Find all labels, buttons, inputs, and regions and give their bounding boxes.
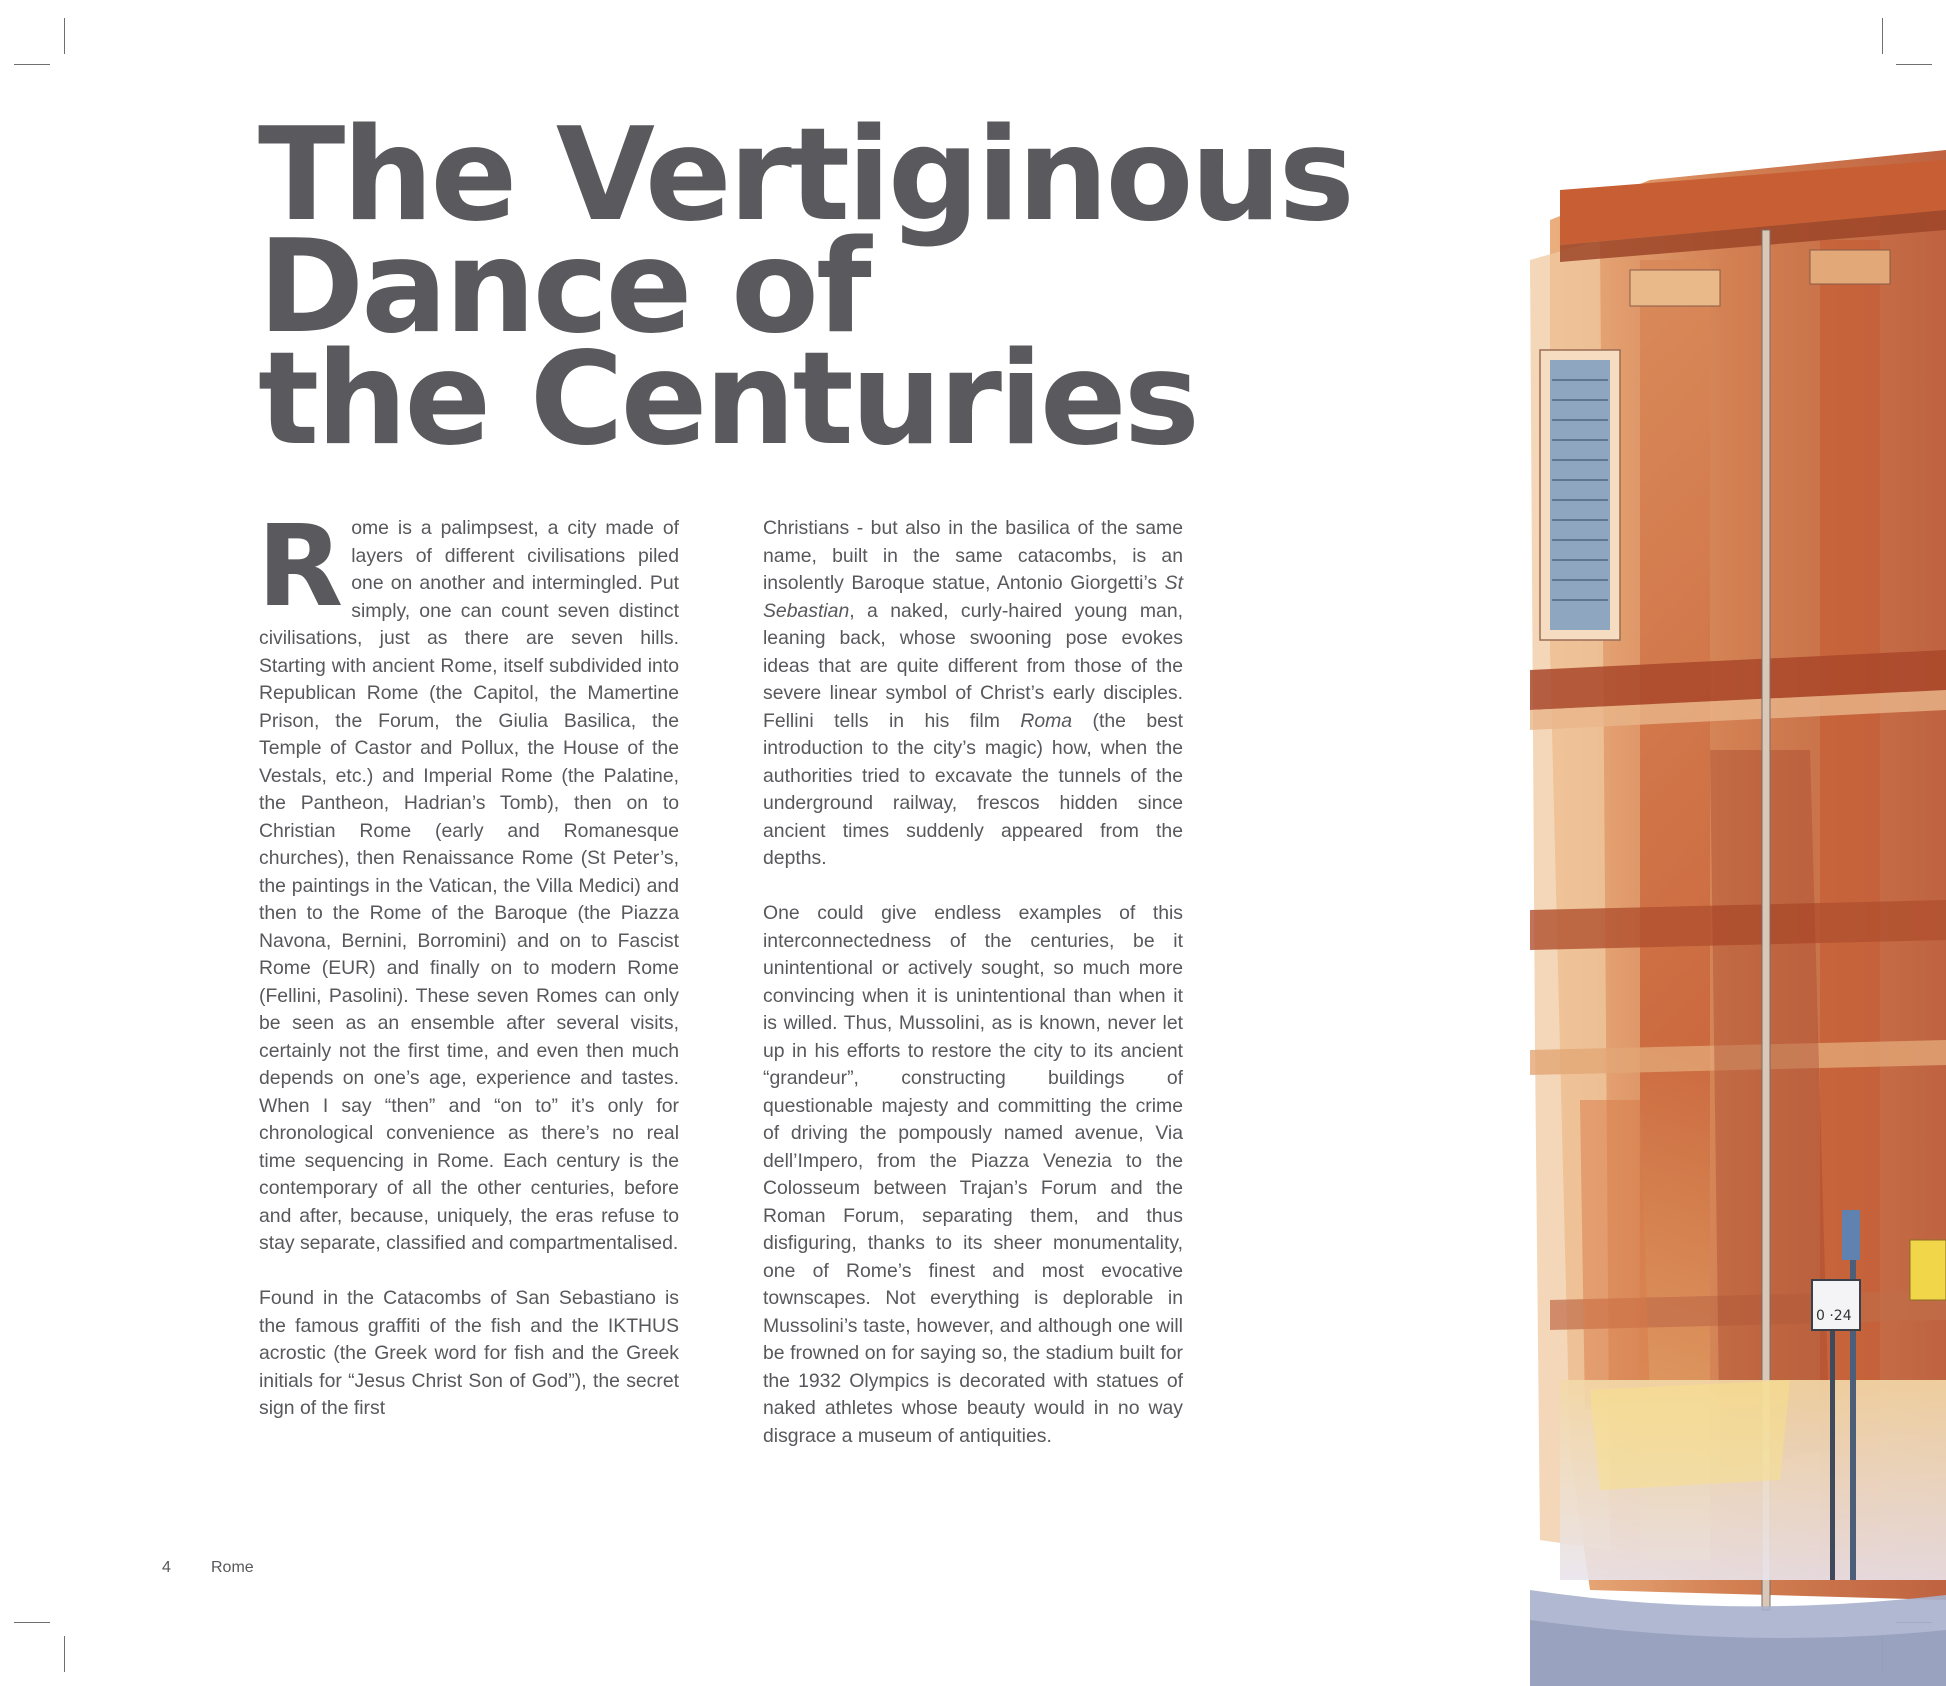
italic-title: St Sebastian [763, 572, 1183, 622]
body-paragraph [763, 515, 1183, 873]
italic-title: Roma [1020, 709, 1073, 732]
chapter-title-line: Dance of [258, 213, 869, 362]
crop-mark [1896, 64, 1932, 65]
page-number: 4 [162, 1559, 171, 1576]
drop-cap: R [257, 502, 344, 632]
body-paragraph: One could give endless examples of this interconnectedness of the centuries, be it unintentional or actively sought, so much more convincing when it is unintentional than when it is willed. Thus, Mussolini, as is known, never let up in his efforts to restore the city to its ancient “grandeur”, constructing buildings of questionable majesty and committing the crime of driving the pompously named avenue, Via dell’Impero, from the Piazza Venezia to the Colosseum between Trajan’s Forum and the Roman Forum, separating them, and thus disfiguring, thanks to its sheer monumentality, one of Rome’s finest and most evocative townscapes. Not everything is deplorable in Mussolini’s taste, however, and although one will be frowned on for saying so, the stadium built for the 1932 Olympics is decorated with statues of naked athletes whose beauty would in no way disgrace a museum of antiquities. [763, 902, 1183, 1447]
chapter-title-line: The Vertiginous [258, 101, 1352, 250]
crop-mark [14, 1622, 50, 1623]
wall-highlight [1590, 1380, 1790, 1490]
crop-mark [64, 18, 65, 54]
body-paragraph [257, 502, 679, 1258]
street-sign-top [1842, 1210, 1860, 1260]
wall-shadow [1580, 1100, 1650, 1410]
body-paragraph: Found in the Catacombs of San Sebastiano is the famous graffiti of the fish and the IKTHUS acrostic (the Greek word for fish and the Greek initials for “Jesus Christ Son of God”), the secret sign of the first [259, 1287, 679, 1419]
paragraph-text: , a naked, curly-haired young man, leaning back, whose swooning pose evokes ideas that are quite different from those of the severe linear symbol of Christ’s early disciples. Fellini tells in his film [763, 599, 1183, 732]
column-capital [1630, 270, 1720, 306]
chapter-title [258, 101, 1458, 474]
crop-mark [64, 1636, 65, 1672]
body-column-left [257, 502, 679, 1450]
crop-mark [1882, 18, 1883, 54]
yellow-sign [1910, 1240, 1946, 1300]
crop-mark [14, 64, 50, 65]
paragraph-text: Christians - but also in the basilica of the same name, built in the same catacombs, is an insolently Baroque statue, Antonio Giorgetti’s [763, 517, 1183, 594]
paragraph-text: ome is a palimpsest, a city made of layers of different civilisations piled one on another and intermingled. Put simply, one can count seven distinct civilisations, just as there are seven hills. Starting with ancient Rome, itself subdivided into Republican Rome (the Capitol, the Mamertine Prison, the Forum, the Giulia Basilica, the Temple of Castor and Pollux, the House of the Vestals, etc.) and Imperial Rome (the Palatine, the Pantheon, Hadrian’s Tomb), then on to Christian Rome (early and Romanesque churches), then Renaissance Rome (St Peter’s, the paintings in the Vatican, the Villa Medici) and then to the Rome of the Baroque (the Piazza Navona, Bernini, Borromini) and on to Fascist Rome (EUR) and finally on to modern Rome (Fellini, Pasolini). These seven Romes can only be seen as an ensemble after several visits, certainly not the first time, and even then much depends on one’s age, experience and tastes. When I say “then” and “on to” it’s only for chronological convenience as there’s no real time sequencing in Rome. Each century is the contemporary of all the other centuries, before and after, because, uniquely, the eras refuse to stay separate, classified and compartmentalised. [259, 517, 679, 1254]
running-footer: Rome [211, 1559, 254, 1576]
paragraph-text: (the best introduction to the city’s magic) how, when the authorities tried to excavate the tunnels of the underground railway, frescos hidden since ancient times suddenly appeared from the depths. [763, 709, 1183, 869]
body-column-right [763, 515, 1183, 1478]
chapter-title-line: the Centuries [258, 325, 1197, 474]
watercolor-building-illustration [1530, 150, 1946, 1686]
sign-post [1850, 1220, 1856, 1580]
column-capital [1810, 250, 1890, 284]
street-sign-text: 0 ·24 [1816, 1308, 1852, 1324]
